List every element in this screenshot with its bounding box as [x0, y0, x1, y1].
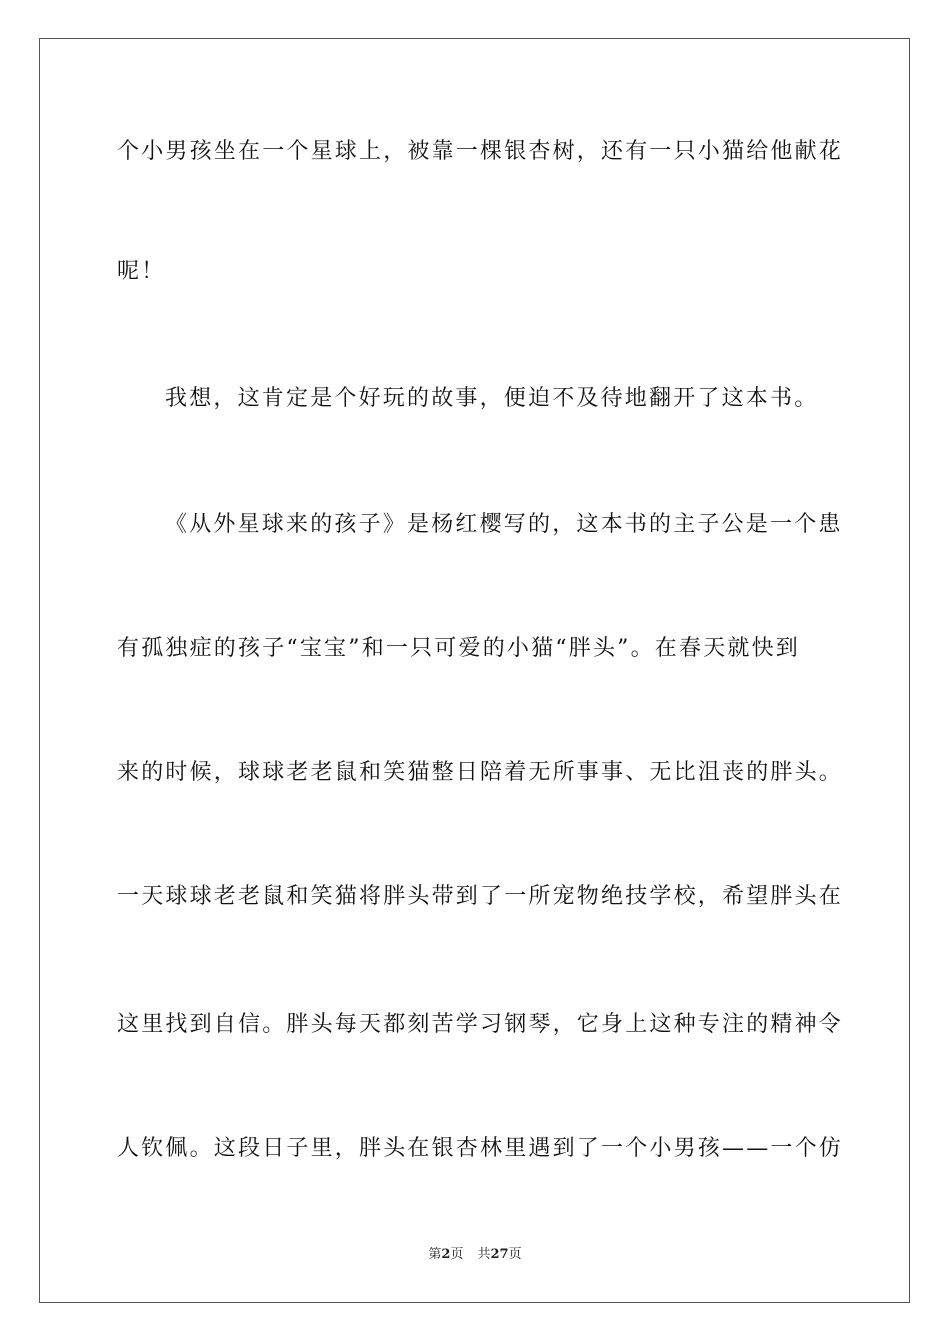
page-current: 2 [441, 1247, 451, 1262]
body-line-7: 一天球球老老鼠和笑猫将胖头带到了一所宠物绝技学校，希望胖头在 [117, 884, 844, 909]
page-suffix: 页 [450, 1247, 464, 1262]
body-line-8: 这里找到自信。胖头每天都刻苦学习钢琴，它身上这种专注的精神令 [117, 1012, 844, 1037]
body-line-5: 有孤独症的孩子“宝宝”和一只可爱的小猫“胖头”。在春天就快到 [117, 636, 800, 661]
page-frame [39, 38, 910, 1303]
page-footer [0, 1246, 950, 1264]
total-suffix: 页 [508, 1247, 522, 1262]
page-total: 27 [490, 1247, 509, 1262]
page-prefix: 第 [428, 1247, 442, 1262]
body-line-3: 我想，这肯定是个好玩的故事，便迫不及待地翻开了这本书。 [165, 386, 819, 411]
body-line-9: 人钦佩。这段日子里，胖头在银杏林里遇到了一个小男孩——一个仿 [117, 1136, 844, 1161]
body-line-1: 个小男孩坐在一个星球上，被靠一棵银杏树，还有一只小猫给他献花 [117, 139, 844, 164]
body-line-2: 呢！ [117, 259, 166, 284]
body-line-4: 《从外星球来的孩子》是杨红樱写的，这本书的主子公是一个患 [165, 512, 843, 537]
body-line-6: 来的时候，球球老老鼠和笑猫整日陪着无所事事、无比沮丧的胖头。 [117, 760, 844, 785]
total-prefix: 共 [477, 1247, 491, 1262]
